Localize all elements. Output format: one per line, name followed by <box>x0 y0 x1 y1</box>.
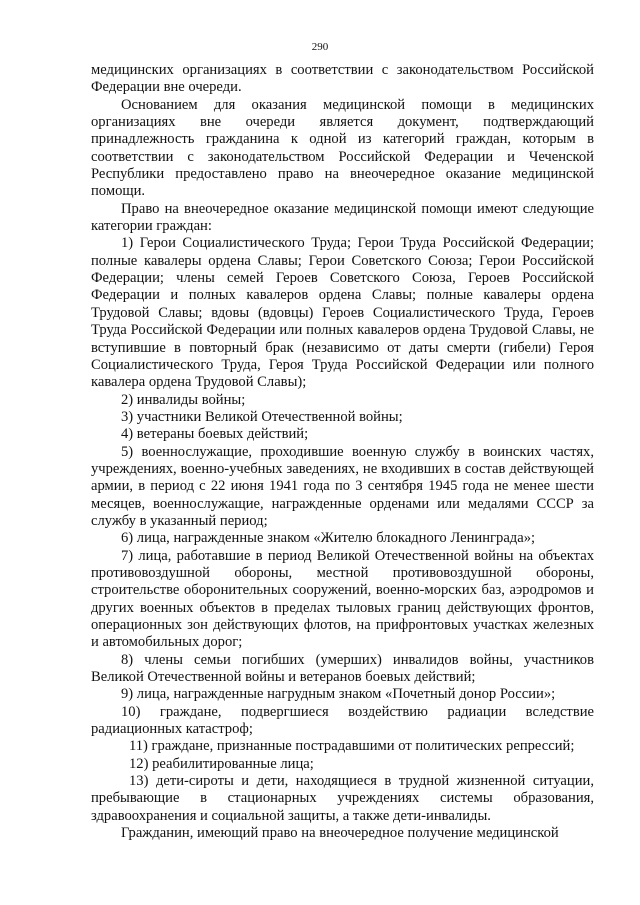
list-item-3: 3) участники Великой Отечественной войны; <box>121 408 403 425</box>
list-item-10: 10) граждане, подвергшиеся воздействию радиации вследствие радиационных катастроф; <box>91 703 594 738</box>
list-item-1: 1) Герои Социалистического Труда; Герои Труда Российской Федерации; полные кавалеры ордена Славы; Герои Советского Союза; Герои Российской Федерации; члены семей Героев Советского Союза, Героев Российской Федерации и полных кавалеров ордена Славы; полные кавалеры ордена Трудовой Славы; вдовы (вдовцы) Героев Социалистического Труда, Героев Труда Российской Федерации или полных кавалеров ордена Трудовой Славы, не вступившие в повторный брак (независимо от даты смерти (гибели) Героя Социалистического Труда, Героя Труда Российской Федерации или полного кавалера ордена Трудовой Славы); <box>91 235 594 391</box>
list-item-9: 9) лица, награжденные нагрудным знаком «Почетный донор России»; <box>121 686 556 703</box>
list-item-6: 6) лица, награжденные знаком «Жителю блокадного Ленинграда»; <box>121 530 536 547</box>
paragraph-citizen: Гражданин, имеющий право на внеочередное получение медицинской <box>121 825 559 842</box>
page-number: 290 <box>311 41 329 53</box>
list-item-2: 2) инвалиды войны; <box>121 391 246 408</box>
list-item-5: 5) военнослужащие, проходившие военную службу в воинских частях, учреждениях, военно-учебных заведениях, не входивших в состав действующей армии, в период с 22 июня 1941 года по 3 сентября 1945 года не менее шести месяцев, военнослужащие, награжденные орденами или медалями СССР за службу в указанный период; <box>91 443 594 529</box>
document-body <box>91 62 594 842</box>
list-item-11: 11) граждане, признанные пострадавшими от политических репрессий; <box>129 738 575 755</box>
paragraph-continuation: медицинских организациях в соответствии с законодательством Российской Федерации вне очереди. <box>91 62 594 96</box>
paragraph-basis: Основанием для оказания медицинской помощи в медицинских организациях вне очереди является документ, подтверждающий принадлежность гражданина к одной из категорий граждан, которым в соответствии с законодательством Российской Федерации и Чеченской Республики предоставлено право на внеочередное оказание медицинской помощи. <box>91 96 594 200</box>
list-item-7: 7) лица, работавшие в период Великой Отечественной войны на объектах противовоздушной обороны, местной противовоздушной обороны, строительстве оборонительных сооружений, военно-морских баз, аэродромов и других военных объектов в пределах тыловых границ действующих фронтов, операционных зон действующих флотов, на прифронтовых участках железных и автомобильных дорог; <box>91 547 594 651</box>
list-item-8: 8) члены семьи погибших (умерших) инвалидов войны, участников Великой Отечественной войны и ветеранов боевых действий; <box>91 651 594 686</box>
list-item-12: 12) реабилитированные лица; <box>129 755 314 772</box>
paragraph-right-intro: Право на внеочередное оказание медицинской помощи имеют следующие категории граждан: <box>91 200 594 235</box>
list-item-4: 4) ветераны боевых действий; <box>121 426 309 443</box>
list-item-13: 13) дети-сироты и дети, находящиеся в трудной жизненной ситуации, пребывающие в стационарных учреждениях системы образования, здравоохранения и социальной защиты, а также дети-инвалиды. <box>91 773 594 824</box>
